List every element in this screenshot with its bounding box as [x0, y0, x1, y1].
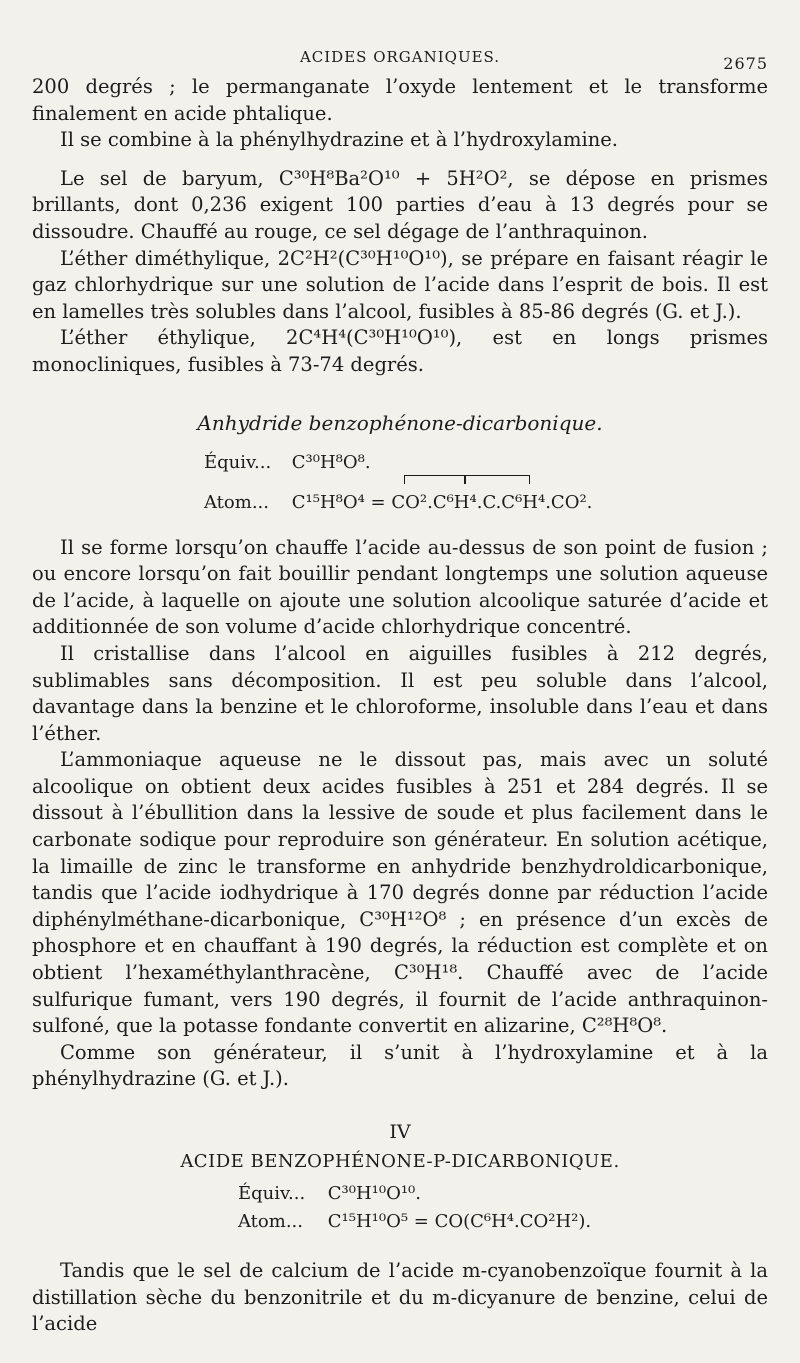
page-header — [32, 44, 768, 74]
paragraph-hydroxylamine: Comme son générateur, il s’unit à l’hydroxylamine et à la phénylhydrazine (G. et J.). — [32, 1040, 768, 1091]
section-equiv-line — [238, 1180, 768, 1208]
section-atom-line — [238, 1208, 768, 1236]
section-number: IV — [389, 1121, 411, 1143]
anhydride-formula-block — [204, 443, 768, 523]
atom-formula: C¹⁵H⁸O⁴ = CO².C⁶H⁴.C.C⁶H⁴.CO². — [291, 491, 593, 513]
section-title: ACIDE BENZOPHÉNONE-P-DICARBONIQUE. — [180, 1151, 620, 1172]
atom-line — [204, 483, 768, 523]
paragraph-ammoniaque: L’ammoniaque aqueuse ne le dissout pas, mais avec un soluté alcoolique on obtient deux acides fusibles à 251 et 284 degrés. Il se dissout à l’ébullition dans la lessive de soude et plus facilement dans le carbonate sodique pour reproduire son générateur. En solution acétique, la limaille de zinc le transforme en anhydride benzhydroldicarbonique, tandis que l’acide iodhydrique à 170 degrés donne par réduction l’acide diphénylméthane-dicarbonique, C³⁰H¹²O⁸ ; en présence d’un excès de phosphore et en chauffant à 190 degrés, la réduction est complète et on obtient l’hexaméthylanthracène, C³⁰H¹⁸. Chauffé avec de l’acide sulfurique fumant, vers 190 degrés, il fournit de l’acide anthraquinon-sulfoné, que la potasse fondante convertit en alizarine, C²⁸H⁸O⁸. — [32, 748, 768, 1038]
page-number: 2675 — [723, 54, 768, 73]
atom-formula-wrap — [292, 483, 593, 523]
page — [32, 44, 768, 1338]
paragraph-final: Tandis que le sel de calcium de l’acide m-cyanobenzoïque fournit à la distillation sèche du benzonitrile et du m-dicyanure de benzine, celui de l’acide — [32, 1259, 768, 1336]
equiv-label: Équiv... — [204, 451, 272, 473]
section-formula-block — [238, 1180, 768, 1236]
section-equiv-label: Équiv... — [238, 1183, 306, 1204]
running-title: ACIDES ORGANIQUES. — [299, 48, 501, 66]
paragraph-ether-dimethylique: L’éther diméthylique, 2C²H²(C³⁰H¹⁰O¹⁰), se prépare en faisant réagir le gaz chlorhydrique sur une solution de l’acide dans l’esprit de bois. Il est en lamelles très solubles dans l’alcool, fusibles à 85-86 degrés (G. et J.). — [32, 246, 768, 323]
paragraph-ether-ethylique: L’éther éthylique, 2C⁴H⁴(C³⁰H¹⁰O¹⁰), est en longs prismes monocliniques, fusibles à 73-74 degrés. — [32, 326, 768, 376]
paragraph-formation: Il se forme lorsqu’on chauffe l’acide au-dessus de son point de fusion ; ou encore lorsqu’on fait bouillir pendant longtemps une solution aqueuse de l’acide, à laquelle on ajoute une solution alcoolique saturée d’acide et additionnée de son volume d’acide chlorhydrique concentré. — [32, 535, 768, 639]
section-equiv-formula: C³⁰H¹⁰O¹⁰. — [327, 1183, 421, 1204]
anhydride-title: Anhydride benzophénone-dicarbonique. — [197, 410, 603, 435]
paragraph-2: Il se combine à la phénylhydrazine et à l’hydroxylamine. — [60, 128, 618, 152]
atom-label: Atom... — [204, 491, 269, 513]
section-atom-formula: C¹⁵H¹⁰O⁵ = CO(C⁶H⁴.CO²H²). — [327, 1211, 592, 1232]
structure-bracket-left — [404, 475, 466, 484]
section-atom-label: Atom... — [238, 1211, 303, 1232]
paragraph-sel-baryum: Le sel de baryum, C³⁰H⁸Ba²O¹⁰ + 5H²O², se dépose en prismes brillants, dont 0,236 exigent 100 parties d’eau à 13 degrés pour se dissoudre. Chauffé au rouge, ce sel dégage de l’anthraquinon. — [32, 166, 768, 243]
paragraph-1: 200 degrés ; le permanganate l’oxyde lentement et le transforme finalement en acide phtalique. — [32, 75, 768, 125]
structure-bracket-right — [464, 475, 530, 484]
paragraph-cristallisation: Il cristallise dans l’alcool en aiguilles fusibles à 212 degrés, sublimables sans décomposition. Il est peu soluble dans l’alcool, davantage dans la benzine et le chloroforme, insoluble dans l’eau et dans l’éther. — [32, 641, 768, 745]
equiv-formula: C³⁰H⁸O⁸. — [291, 451, 371, 473]
